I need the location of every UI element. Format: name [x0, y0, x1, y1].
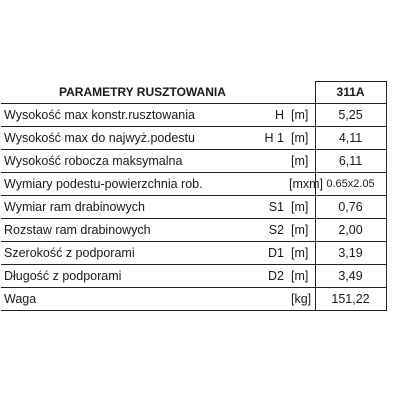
row-symbol — [246, 288, 289, 311]
table-row — [1, 173, 386, 196]
table-row — [1, 265, 386, 288]
row-label: Wysokość max do najwyż.podestu — [1, 127, 246, 150]
row-label: Szerokość z podporami — [1, 242, 246, 265]
row-unit: [mxm] — [289, 173, 315, 196]
scaffold-parameters-table — [1, 81, 387, 311]
row-unit: [m] — [289, 127, 315, 150]
row-label: Długość z podporami — [1, 265, 246, 288]
row-label: Wymiary podestu-powierzchnia rob. — [1, 173, 246, 196]
row-unit: [m] — [289, 104, 315, 127]
row-unit: [m] — [289, 265, 315, 288]
row-unit: [m] — [289, 150, 315, 173]
row-symbol: D2 — [246, 265, 289, 288]
row-unit: [m] — [289, 242, 315, 265]
row-value: 151,22 — [315, 288, 386, 311]
row-label: Wymiar ram drabinowych — [1, 196, 246, 219]
table-row — [1, 242, 386, 265]
table-row — [1, 219, 386, 242]
row-unit: [m] — [289, 196, 315, 219]
row-symbol: S1 — [246, 196, 289, 219]
row-value: 5,25 — [315, 104, 386, 127]
row-symbol: H — [246, 104, 289, 127]
row-symbol — [246, 173, 289, 196]
table-row — [1, 150, 386, 173]
row-symbol: H 1 — [246, 127, 289, 150]
row-unit: [kg] — [289, 288, 315, 311]
table-row — [1, 127, 386, 150]
row-value: 3,49 — [315, 265, 386, 288]
row-value: 4,11 — [315, 127, 386, 150]
model-header: 311A — [315, 82, 386, 104]
row-symbol — [246, 150, 289, 173]
row-label: Wysokość max konstr.rusztowania — [1, 104, 246, 127]
table-row — [1, 104, 386, 127]
row-value: 6,11 — [315, 150, 386, 173]
table-title: PARAMETRY RUSZTOWANIA — [1, 82, 315, 104]
row-symbol: S2 — [246, 219, 289, 242]
table-row — [1, 288, 386, 311]
row-symbol: D1 — [246, 242, 289, 265]
row-label: Rozstaw ram drabinowych — [1, 219, 246, 242]
row-label: Wysokość robocza maksymalna — [1, 150, 246, 173]
row-value: 3,19 — [315, 242, 386, 265]
row-unit: [m] — [289, 219, 315, 242]
table-header-row — [1, 82, 386, 104]
row-value: 0.65x2.05 — [315, 173, 386, 196]
row-value: 2,00 — [315, 219, 386, 242]
row-value: 0,76 — [315, 196, 386, 219]
table-row — [1, 196, 386, 219]
row-label: Waga — [1, 288, 246, 311]
